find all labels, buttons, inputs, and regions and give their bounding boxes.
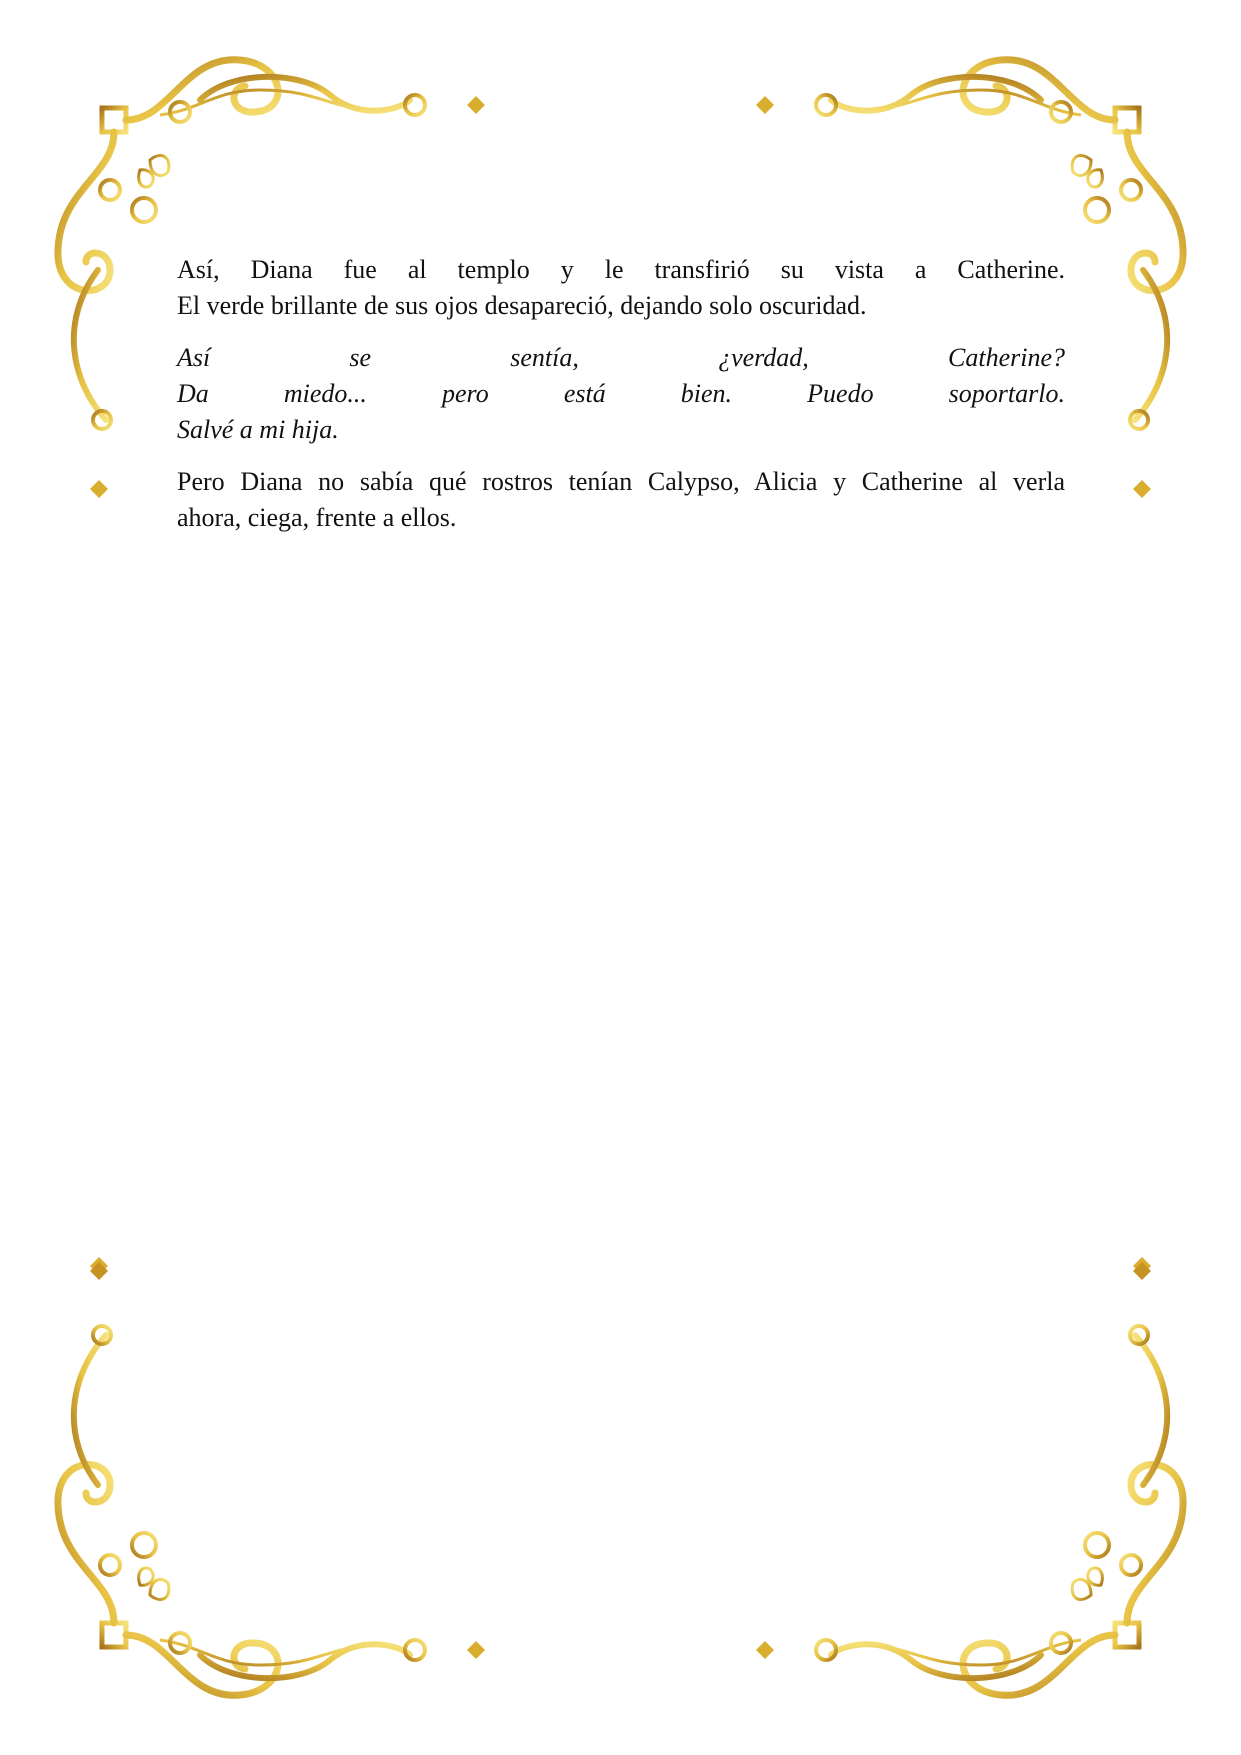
- text-line: Salvé a mi hija.: [177, 415, 339, 444]
- text-line: Da miedo... pero está bien. Puedo soportarlo.: [177, 379, 1065, 408]
- text-line: Así se sentía, ¿verdad, Catherine?: [177, 343, 1065, 372]
- text-line: ahora, ciega, frente a ellos.: [177, 503, 457, 532]
- paragraph-1: [177, 252, 1065, 324]
- text-line: Así, Diana fue al templo y le transfirió su vista a Catherine.: [177, 255, 1065, 284]
- text-line: Pero Diana no sabía qué rostros tenían Calypso, Alicia y Catherine al verla: [177, 467, 1065, 496]
- paragraph-2-italic-thought: [177, 340, 1065, 448]
- text-line: El verde brillante de sus ojos desapareció, dejando solo oscuridad.: [177, 291, 867, 320]
- paragraph-3: [177, 464, 1065, 536]
- body-text: [177, 252, 1065, 552]
